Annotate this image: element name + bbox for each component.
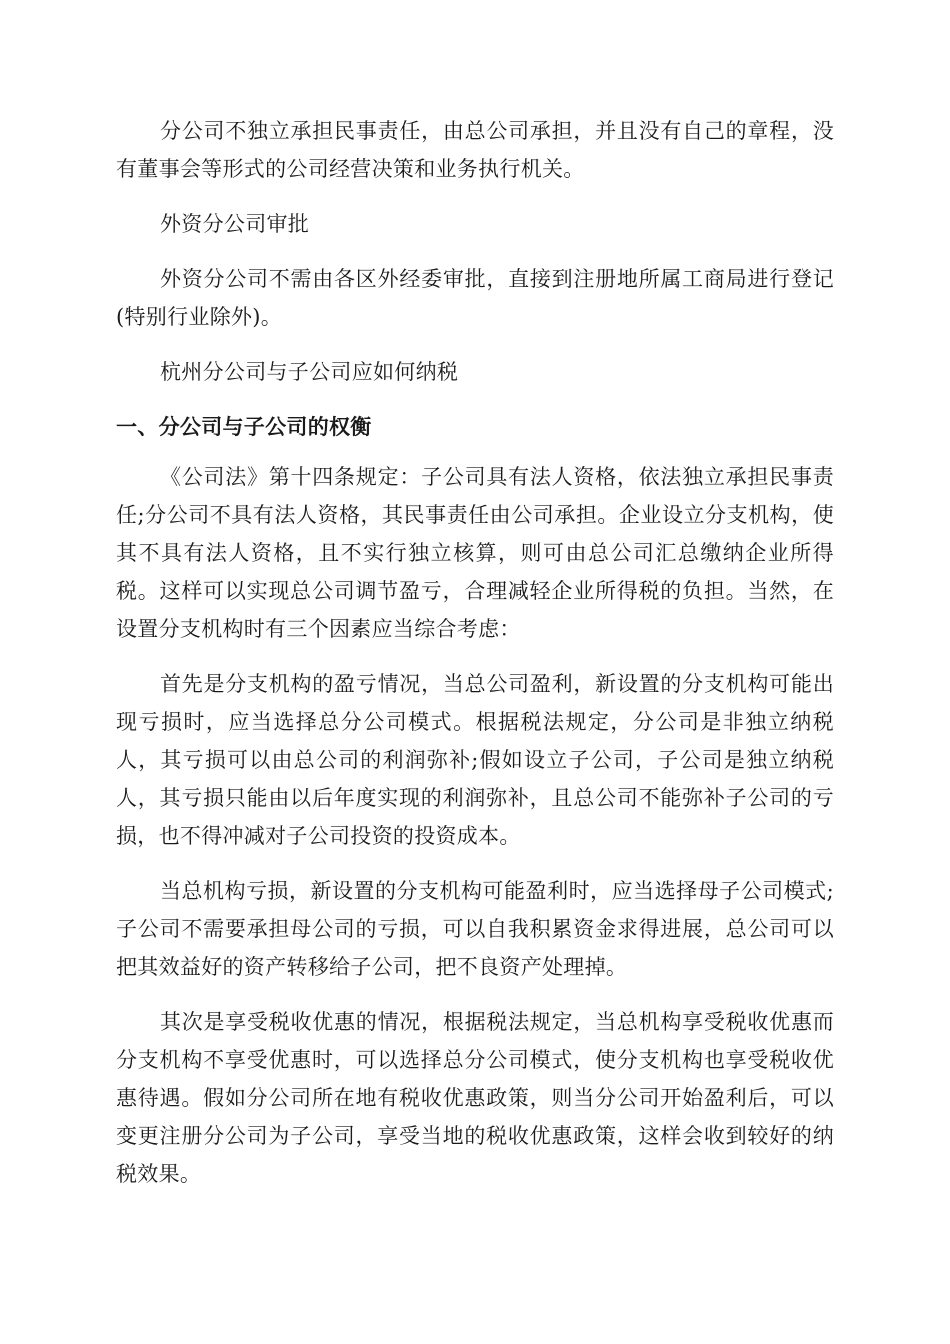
document-page — [116, 112, 834, 1210]
paragraph-company-law: 《公司法》第十四条规定：子公司具有法人资格，依法独立承担民事责任;分公司不具有法人资格，其民事责任由公司承担。企业设立分支机构，使其不具有法人资格，且不实行独立核算，则可由总公司汇总缴纳企业所得税。这样可以实现总公司调节盈亏，合理减轻企业所得税的负担。当然，在设置分支机构时有三个因素应当综合考虑： — [116, 465, 834, 641]
paragraph-branch-liability: 分公司不独立承担民事责任，由总公司承担，并且没有自己的章程，没有董事会等形式的公司经营决策和业务执行机关。 — [116, 119, 834, 181]
paragraph-foreign-branch-approval-title: 外资分公司审批 — [160, 212, 310, 236]
paragraph-profit-loss-first: 首先是分支机构的盈亏情况，当总公司盈利，新设置的分支机构可能出现亏损时，应当选择总分公司模式。根据税法规定，分公司是非独立纳税人，其亏损可以由总公司的利润弥补;假如设立子公司，子公司是独立纳税人，其亏损只能由以后年度实现的利润弥补，且总公司不能弥补子公司的亏损，也不得冲减对子公司投资的投资成本。 — [116, 672, 834, 848]
paragraph-tax-preference: 其次是享受税收优惠的情况，根据税法规定，当总机构享受税收优惠而分支机构不享受优惠时，可以选择总分公司模式，使分支机构也享受税收优惠待遇。假如分公司所在地有税收优惠政策，则当分公司开始盈利后，可以变更注册分公司为子公司，享受当地的税收优惠政策，这样会收到较好的纳税效果。 — [116, 1010, 834, 1186]
paragraph-foreign-branch-approval: 外资分公司不需由各区外经委审批，直接到注册地所属工商局进行登记(特别行业除外)。 — [116, 267, 834, 329]
section-heading-1: 一、分公司与子公司的权衡 — [116, 415, 372, 439]
paragraph-parent-loss: 当总机构亏损，新设置的分支机构可能盈利时，应当选择母子公司模式;子公司不需要承担母公司的亏损，可以自我积累资金求得进展，总公司可以把其效益好的资产转移给子公司，把不良资产处理掉。 — [116, 879, 834, 979]
paragraph-hangzhou-tax-title: 杭州分公司与子公司应如何纳税 — [160, 360, 459, 384]
